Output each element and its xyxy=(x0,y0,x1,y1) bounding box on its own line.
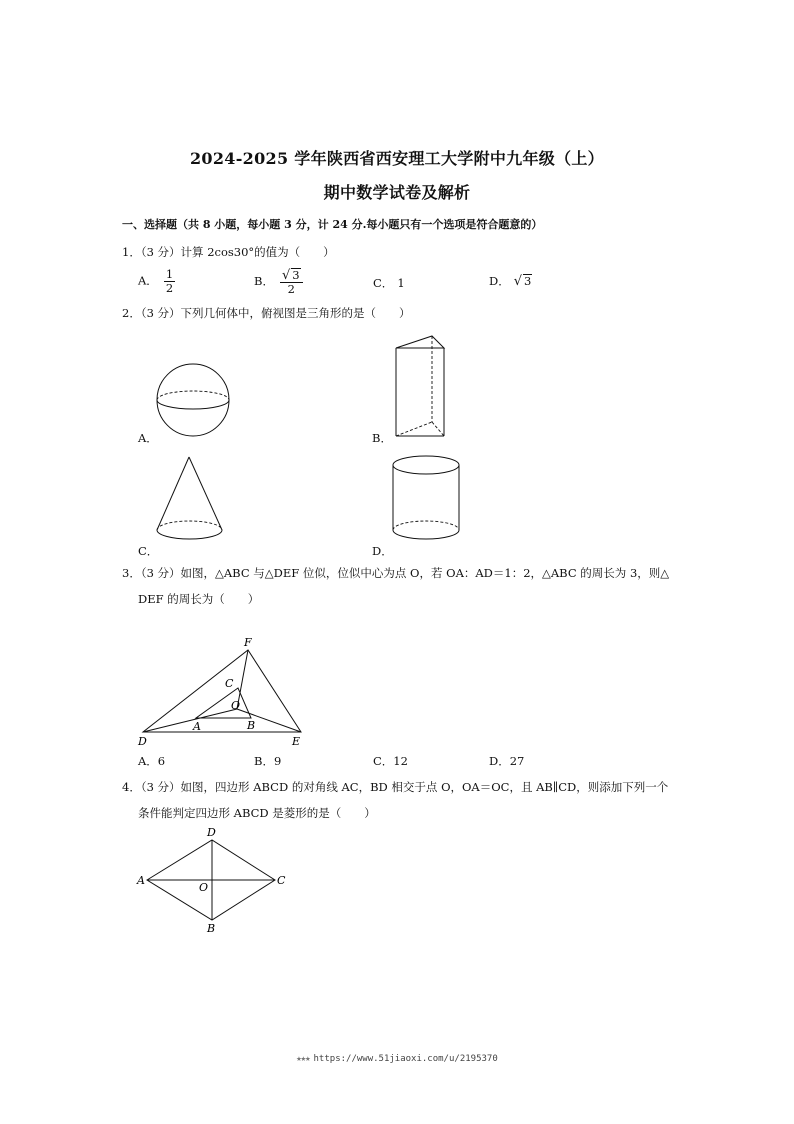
q3-stem-line1: 3．（3 分）如图，△ABC 与△DEF 位似，位似中心为点 O，若 OA：AD＝1：2，△ABC 的周长为 3，则△ xyxy=(122,566,670,580)
label-C: C xyxy=(225,677,234,690)
footer-url-link[interactable]: https://www.51jiaoxi.com/u/2195370 xyxy=(313,1054,498,1064)
label-B: B xyxy=(207,922,216,935)
q1-a-numerator: 1 xyxy=(165,267,174,281)
q1-a-denominator: 2 xyxy=(165,281,174,295)
q1-option-b-label: B． xyxy=(254,274,274,288)
sqrt-icon: √ xyxy=(513,274,523,289)
q3-option-d: D．27 xyxy=(489,754,525,768)
q1-option-c-label: C． xyxy=(373,276,394,290)
sphere-figure xyxy=(150,360,240,445)
sqrt-icon: √ xyxy=(281,268,291,283)
q1-option-d-value: 3 xyxy=(524,274,532,288)
q2-option-c-label: C． xyxy=(138,544,159,558)
label-E: E xyxy=(292,735,301,748)
q3-stem-line2: DEF 的周长为（ ） xyxy=(138,592,260,606)
cylinder-figure xyxy=(390,452,462,544)
q2-option-b-label: B． xyxy=(372,431,392,445)
label-C: C xyxy=(277,874,286,887)
triangular-prism-figure xyxy=(390,332,460,444)
q1-stem: 1．（3 分）计算 2cos30°的值为（ ） xyxy=(122,245,335,259)
exam-title-line2: 期中数学试卷及解析 xyxy=(323,183,471,202)
label-O: O xyxy=(199,881,209,894)
similar-triangles-figure xyxy=(135,634,315,750)
q1-option-c xyxy=(373,275,405,291)
q1-b-numerator: 3 xyxy=(292,268,300,282)
rhombus-figure xyxy=(135,826,295,934)
q2-option-a-label: A． xyxy=(138,431,158,445)
footer xyxy=(0,1054,794,1064)
label-F: F xyxy=(244,636,252,649)
q1-option-a xyxy=(138,268,175,295)
q3-option-b: B．9 xyxy=(254,754,282,768)
exam-title-line1: 2024-2025 学年陕西省西安理工大学附中九年级（上） xyxy=(190,149,604,168)
q1-option-c-value: 1 xyxy=(397,276,405,290)
q1-b-denominator: 2 xyxy=(287,282,295,296)
q4-stem-line2: 条件能判定四边形 ABCD 是菱形的是（ ） xyxy=(138,806,376,820)
q1-option-d-label: D． xyxy=(489,274,510,288)
label-B: B xyxy=(247,719,256,732)
footer-stars-icon: ★★★ xyxy=(296,1054,310,1064)
q2-option-d-label: D． xyxy=(372,544,393,558)
label-A: A xyxy=(193,720,201,733)
q1-option-d xyxy=(489,273,532,289)
cone-figure xyxy=(152,454,232,544)
q4-stem-line1: 4．（3 分）如图，四边形 ABCD 的对角线 AC，BD 相交于点 O，OA＝OC，且 AB∥CD，则添加下列一个 xyxy=(122,780,669,794)
q1-option-b xyxy=(254,268,303,296)
q3-option-c: C．12 xyxy=(373,754,408,768)
label-D: D xyxy=(207,826,216,839)
section-heading: 一、选择题（共 8 小题，每小题 3 分，计 24 分.每小题只有一个选项是符合题意的） xyxy=(122,218,543,231)
q2-stem: 2．（3 分）下列几何体中，俯视图是三角形的是（ ） xyxy=(122,306,411,320)
q1-option-a-label: A． xyxy=(138,273,158,288)
q3-option-a: A．6 xyxy=(138,754,166,768)
label-A: A xyxy=(137,874,145,887)
label-D: D xyxy=(138,735,147,748)
label-O: O xyxy=(231,699,241,712)
